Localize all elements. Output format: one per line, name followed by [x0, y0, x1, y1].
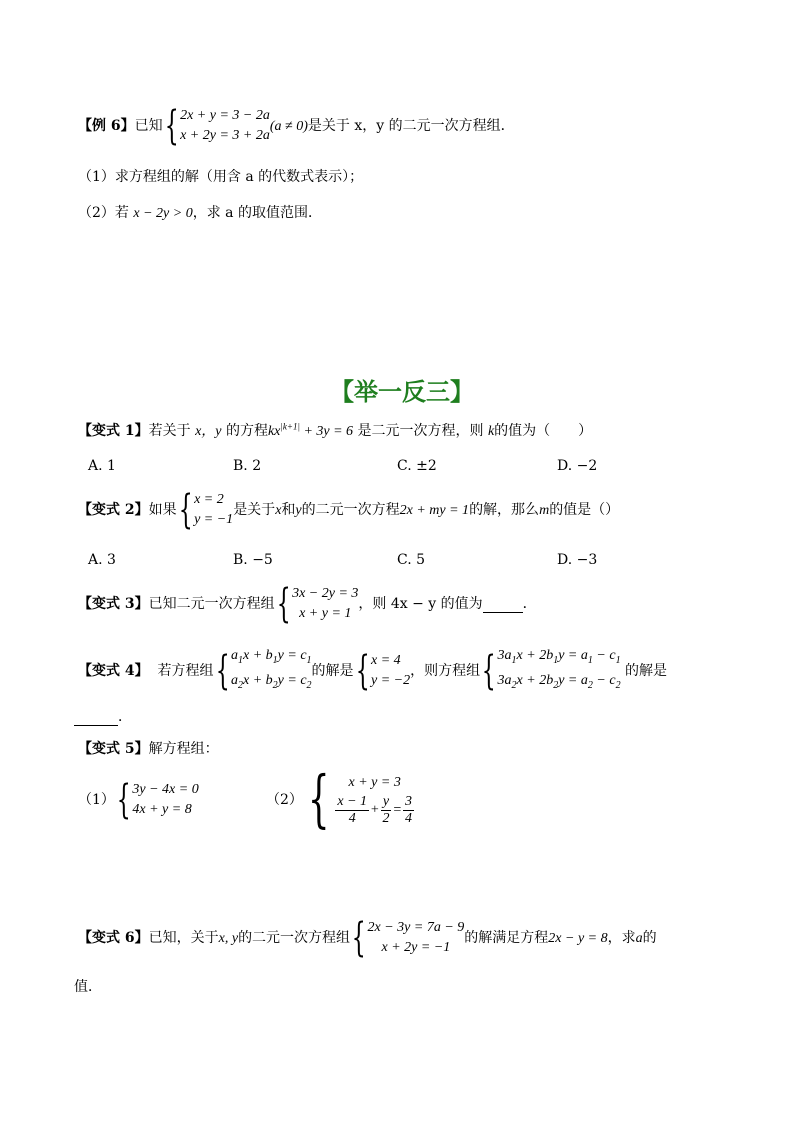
- variant-3-statement: [78, 581, 537, 627]
- text: 的值是（）: [549, 502, 620, 518]
- text: （2）若: [78, 205, 129, 221]
- text: 的二元一次方程组: [238, 930, 351, 946]
- equation: x + y = 1: [299, 606, 352, 621]
- text: 的解满足方程: [464, 930, 549, 946]
- numerator: y: [382, 793, 390, 809]
- text: 的: [642, 930, 657, 946]
- equation: 3y − 4x = 0: [132, 782, 199, 797]
- text: 和: [281, 502, 296, 518]
- operator: +: [370, 802, 380, 818]
- denominator: 4: [348, 810, 356, 826]
- equation-system: { 2x + y = 3 − 2a x + 2y = 3 + 2a: [164, 103, 270, 149]
- equation: x + 2y = 3 + 2a: [180, 128, 270, 143]
- variant-5-part-1: [78, 777, 199, 823]
- part-label: （1）: [78, 792, 115, 808]
- variant-1-option-d[interactable]: D. −2: [557, 458, 598, 474]
- text: ．: [118, 709, 132, 725]
- text: 解方程组：: [148, 741, 219, 757]
- example-6-question-1: （1）求方程组的解（用含 a 的代数式表示）；: [78, 169, 364, 185]
- equation: y = −1: [194, 512, 234, 527]
- answer-blank[interactable]: [483, 596, 523, 613]
- fraction-equation: [334, 794, 415, 827]
- solution-system: { x = 4 y = −2: [355, 647, 411, 694]
- equation-system: { 3x − 2y = 3 x + y = 1: [276, 581, 359, 627]
- equation: y = −2: [370, 672, 411, 688]
- text: ，则 4x − y 的值为: [358, 596, 483, 612]
- variant-1-statement: [78, 420, 592, 440]
- solution-system: { x = 2 y = −1: [178, 487, 234, 533]
- variant-2-statement: [78, 487, 620, 533]
- text: 的二元一次方程: [301, 502, 400, 518]
- equation-part: + 3y = 6: [303, 424, 354, 439]
- denominator: 4: [404, 810, 412, 826]
- variable: k: [487, 424, 495, 439]
- text: ，求 a 的取值范围．: [192, 205, 322, 221]
- equation: [267, 421, 354, 439]
- part-label: （2）: [266, 792, 303, 808]
- text: ．: [522, 596, 537, 612]
- text: ，则方程组: [410, 662, 481, 679]
- text: 如果: [148, 502, 177, 518]
- variant-5-part-2: [266, 762, 415, 835]
- example-6-tag: 【例 6】: [78, 118, 135, 134]
- variant-4-tag: 【变式 4】: [78, 662, 149, 679]
- equation: $a_2x + b_2y = c_2$: [230, 672, 312, 691]
- variant-6-statement: [78, 915, 657, 961]
- variant-2-option-c[interactable]: C. 5: [397, 552, 426, 568]
- equation: 2x + my = 1: [399, 503, 470, 518]
- denominator: 2: [382, 810, 390, 826]
- equation: 4x + y = 8: [132, 802, 192, 817]
- equation: $3a_1x + 2b_1y = a_1 - c_1$: [497, 648, 621, 666]
- variable: x: [275, 503, 282, 518]
- variant-2-option-a[interactable]: A. 3: [88, 552, 116, 568]
- equation: 2x − 3y = 7a − 9: [367, 920, 465, 935]
- variant-6-continuation: 值．: [74, 979, 102, 995]
- text: 若方程组: [157, 662, 214, 679]
- inequality: x − 2y > 0: [133, 206, 193, 221]
- equation: 2x − y = 8: [548, 931, 608, 946]
- variant-1-option-c[interactable]: C. ±2: [397, 458, 437, 474]
- variant-1-tag: 【变式 1】: [78, 423, 149, 439]
- text: ，求: [607, 930, 636, 946]
- variant-6-tag: 【变式 6】: [78, 930, 149, 946]
- condition: (a ≠ 0): [269, 119, 308, 134]
- equation: 2x + y = 3 − 2a: [180, 108, 270, 123]
- variant-2-option-d[interactable]: D. −3: [557, 552, 598, 568]
- variable: a: [635, 931, 643, 946]
- numerator: 3: [404, 793, 412, 809]
- text: 是关于: [233, 502, 276, 518]
- equation-system: { 2x − 3y = 7a − 9 x + 2y = −1: [351, 915, 465, 961]
- numerator: x − 1: [337, 793, 368, 809]
- variant-1-option-b[interactable]: B. 2: [233, 458, 262, 474]
- text: 的解，那么: [469, 502, 540, 518]
- text: 的值为（ ）: [494, 423, 593, 439]
- variant-1-option-a[interactable]: A. 1: [88, 458, 116, 474]
- variables: x，y: [195, 424, 222, 439]
- text: 已知，关于: [148, 930, 219, 946]
- variant-5-statement: [78, 738, 219, 758]
- variable: m: [539, 503, 550, 518]
- equation: x = 4: [370, 652, 401, 668]
- fraction: [403, 794, 414, 827]
- variant-4-answer-line: [74, 706, 132, 726]
- equation-system-1: { $a_1x + b_1y = c_1$ $a_2x + b_2y = c_2$: [215, 647, 312, 694]
- variable: y: [295, 503, 302, 518]
- text: 是关于 x，y 的二元一次方程组．: [307, 118, 515, 134]
- equation-part: kx: [267, 424, 281, 439]
- exponent: |k+1|: [280, 421, 300, 432]
- fraction: [335, 794, 369, 827]
- variant-3-tag: 【变式 3】: [78, 596, 149, 612]
- equation: 3x − 2y = 3: [292, 586, 359, 601]
- text: 的解是: [311, 662, 354, 679]
- equation-system: { 3y − 4x = 0 4x + y = 8: [116, 777, 199, 823]
- answer-blank[interactable]: [74, 709, 118, 726]
- text: 若关于: [148, 423, 191, 439]
- example-6-statement: [78, 103, 515, 149]
- operator: =: [392, 802, 402, 818]
- variables: x, y: [218, 931, 239, 946]
- text: 的方程: [225, 423, 268, 439]
- equation-system: { x + y = 3 $\frac{x - 1}{4}$ + $\frac{y}{2}$ = $\frac{3}{4}$: [303, 768, 415, 830]
- variant-2-tag: 【变式 2】: [78, 502, 149, 518]
- text: 是二元一次方程，则: [357, 423, 484, 439]
- text: 已知二元一次方程组: [148, 596, 275, 612]
- variant-5-tag: 【变式 5】: [78, 741, 149, 757]
- section-title: 【举一反三】: [330, 378, 474, 406]
- example-6-question-2: [78, 202, 322, 222]
- variant-4-statement: [78, 646, 667, 696]
- equation: x = 2: [194, 492, 224, 507]
- fraction: [381, 794, 392, 827]
- equation: $3a_2x + 2b_2y = a_2 - c_2$: [497, 672, 621, 691]
- variant-2-option-b[interactable]: B. −5: [233, 552, 273, 568]
- equation-system-2: { $3a_1x + 2b_1y = a_1 - c_1$ $3a_2x + 2b_2y = a_2 - c_2$: [481, 647, 621, 694]
- text: 的解是: [625, 662, 668, 679]
- equation: x + 2y = −1: [381, 940, 451, 955]
- equation: x + y = 3: [348, 774, 401, 790]
- text: 已知: [134, 118, 163, 134]
- equation: $a_1x + b_1y = c_1$: [230, 648, 312, 666]
